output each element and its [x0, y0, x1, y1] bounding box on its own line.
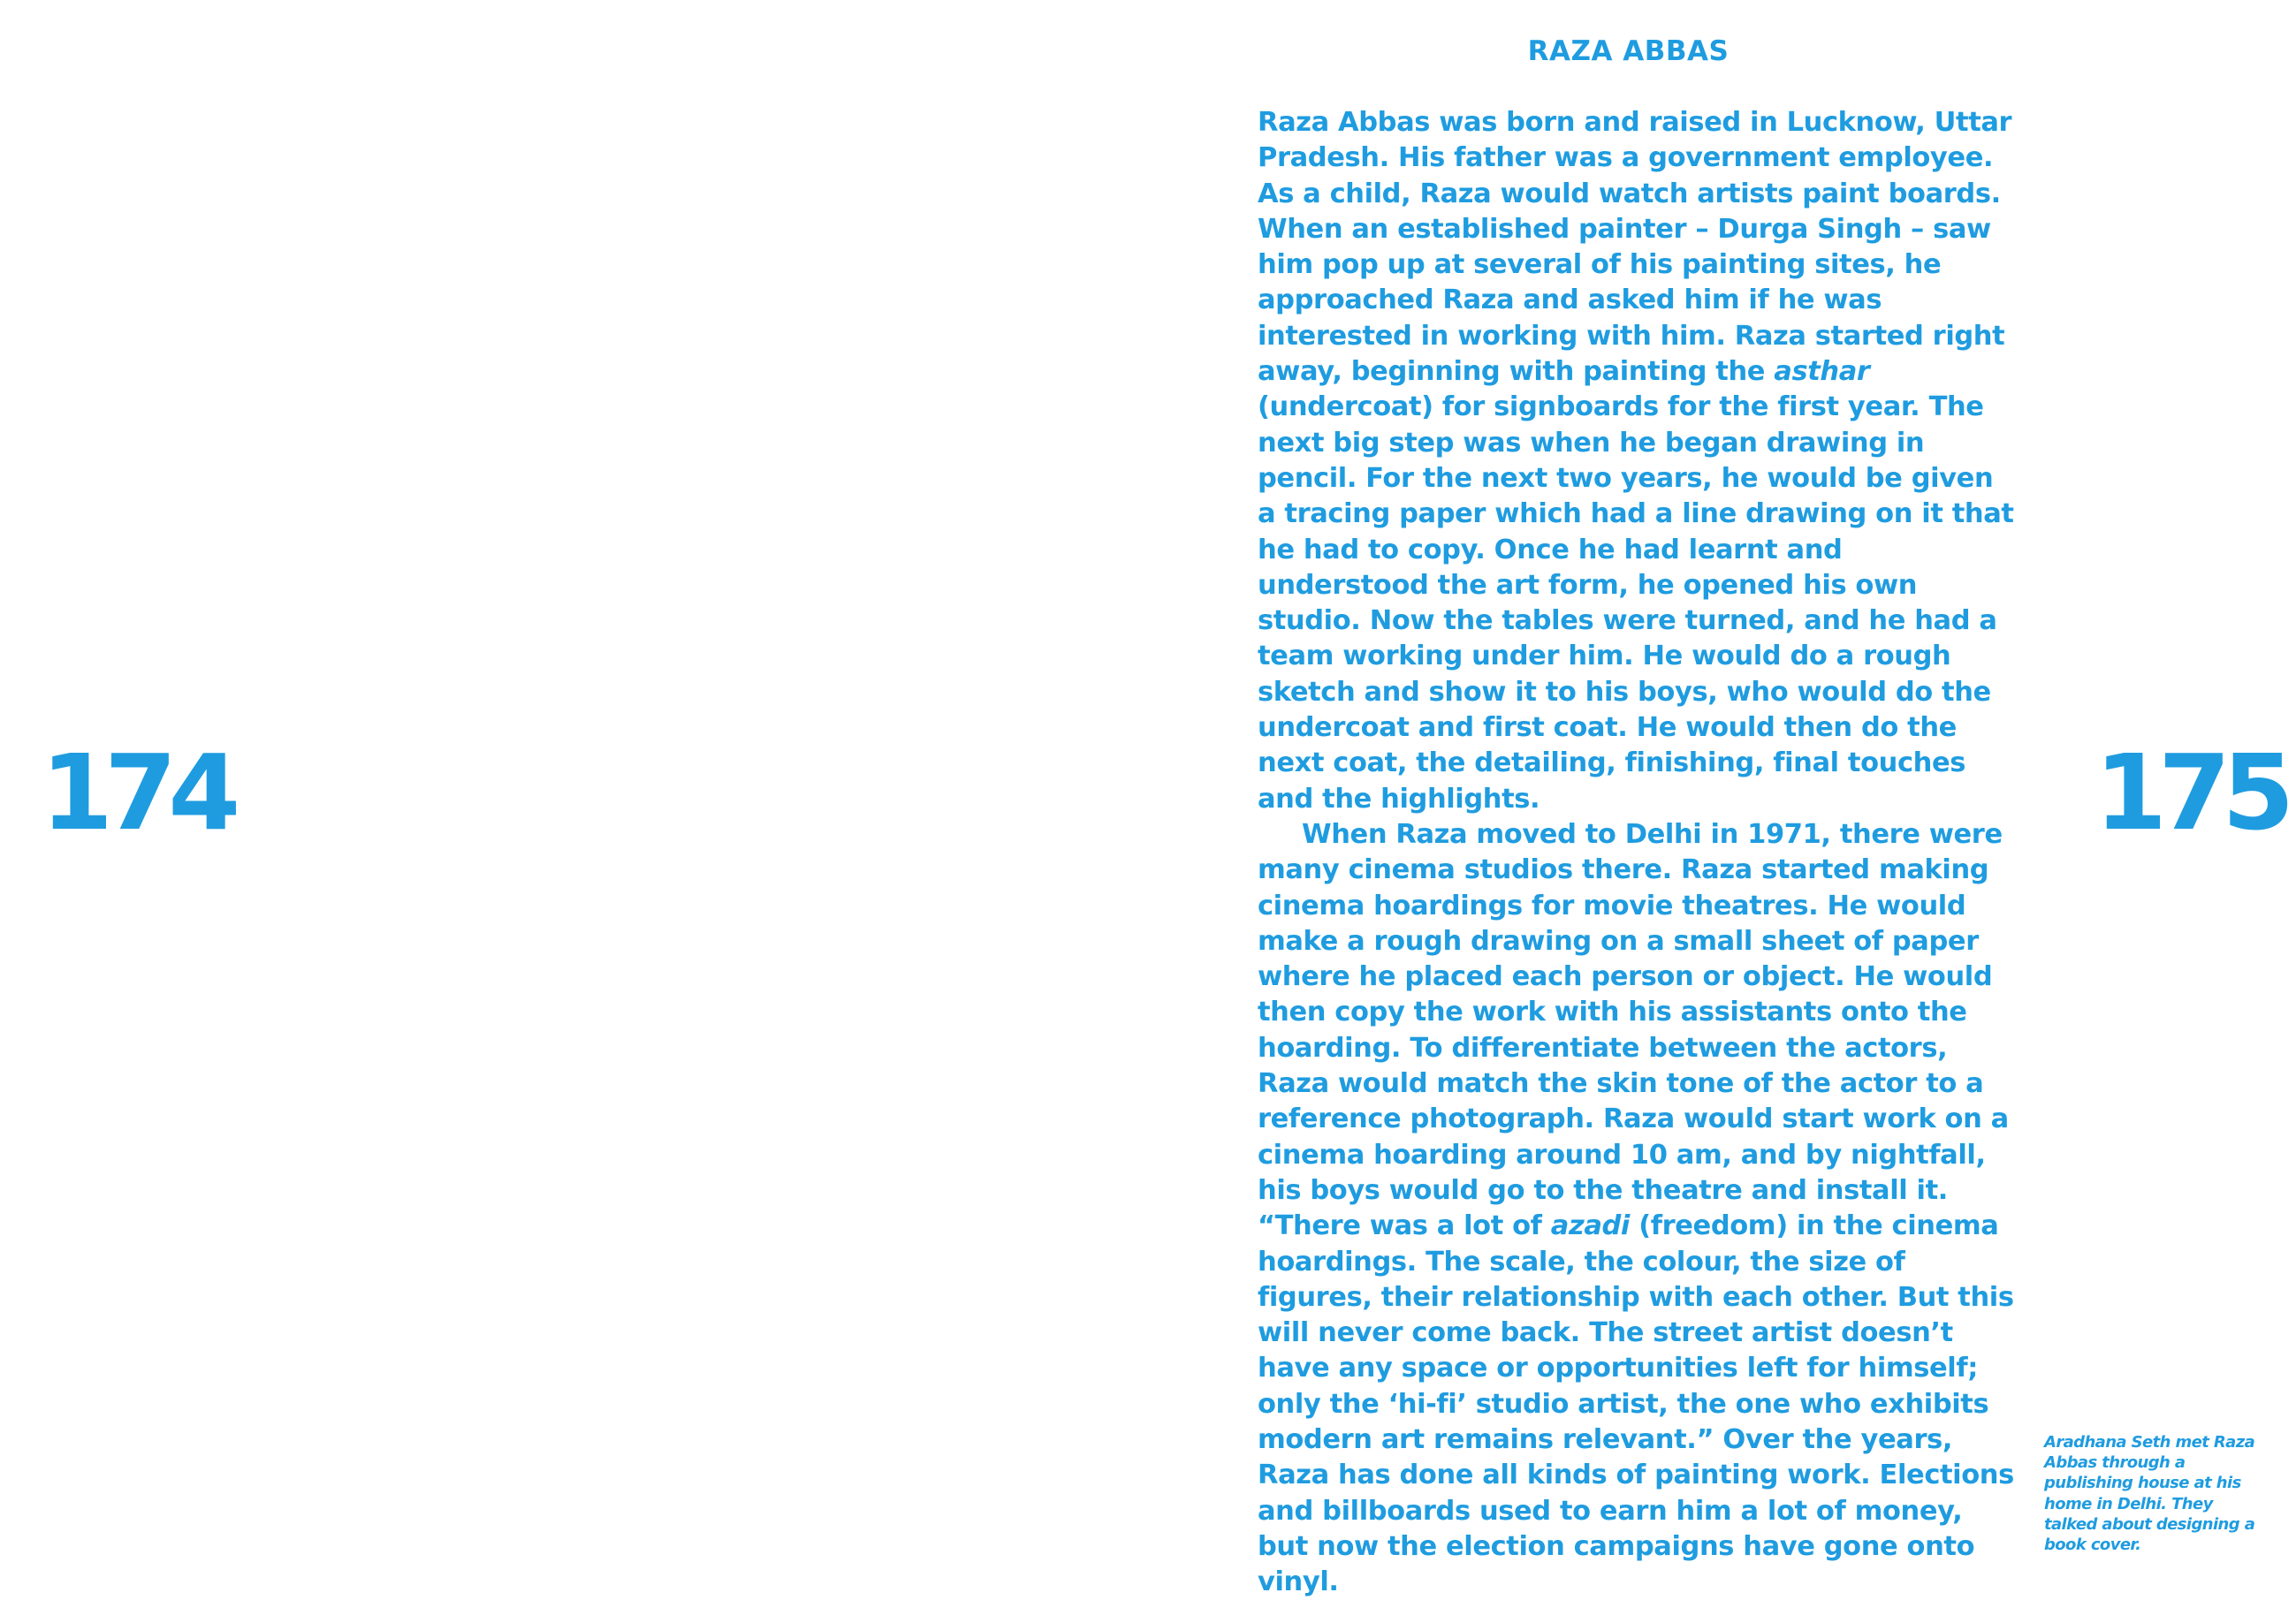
paragraph-1-text-a: Raza Abbas was born and raised in Lucknow, Uttar Pradesh. His father was a government employee. As a child, Raza would watch artists paint boards. When an established painter – Durga Singh – saw him pop up at several of his painting sites, he approached Raza and asked him if he was interested in working with him. Raza started right away, beginning with painting the	[1258, 107, 2012, 388]
body-paragraph-1	[1258, 105, 2018, 817]
page-number-left: 174	[41, 732, 232, 853]
paragraph-2-text-b: (freedom) in the cinema hoardings. The scale, the colour, the size of figures, their relationship with each other. But this will never come back. The street artist doesn’t have any space or opportunities left for himself; only the ‘hi-fi’ studio artist, the one who exhibits modern art remains relevant.” Over the years, Raza has done all kinds of painting work. Elections and billboards used to earn him a lot of money, but now the election campaigns have gone onto vinyl.	[1258, 1210, 2014, 1598]
article-body	[1258, 105, 2018, 1600]
body-paragraph-2	[1258, 817, 2018, 1600]
paragraph-2-text-a: When Raza moved to Delhi in 1971, there were many cinema studios there. Raza started making cinema hoardings for movie theatres. He would make a rough drawing on a small sheet of paper where he placed each person or object. He would then copy the work with his assistants onto the hoarding. To differentiate between the actors, Raza would match the skin tone of the actor to a reference photograph. Raza would start work on a cinema hoarding around 10 am, and by nightfall, his boys would go to the theatre and install it. “There was a lot of	[1258, 818, 2009, 1242]
term-asthar: asthar	[1774, 356, 1870, 388]
term-azadi: azadi	[1550, 1210, 1630, 1242]
article-title: RAZA ABBAS	[1527, 35, 1730, 67]
photo-caption: Aradhana Seth met Raza Abbas through a publishing house at his home in Delhi. They talked about designing a book cover.	[2044, 1433, 2255, 1555]
paragraph-1-text-b: (undercoat) for signboards for the first year. The next big step was when he began drawing in pencil. For the next two years, he would be given a tracing paper which had a line drawing on it that he had to copy. Once he had learnt and understood the art form, he opened his own studio. Now the tables were turned, and he had a team working under him. He would do a rough sketch and show it to his boys, who would do the undercoat and first coat. He would then do the next coat, the detailing, finishing, final touches and the highlights.	[1258, 391, 2014, 815]
page-number-right: 175	[2095, 732, 2286, 853]
